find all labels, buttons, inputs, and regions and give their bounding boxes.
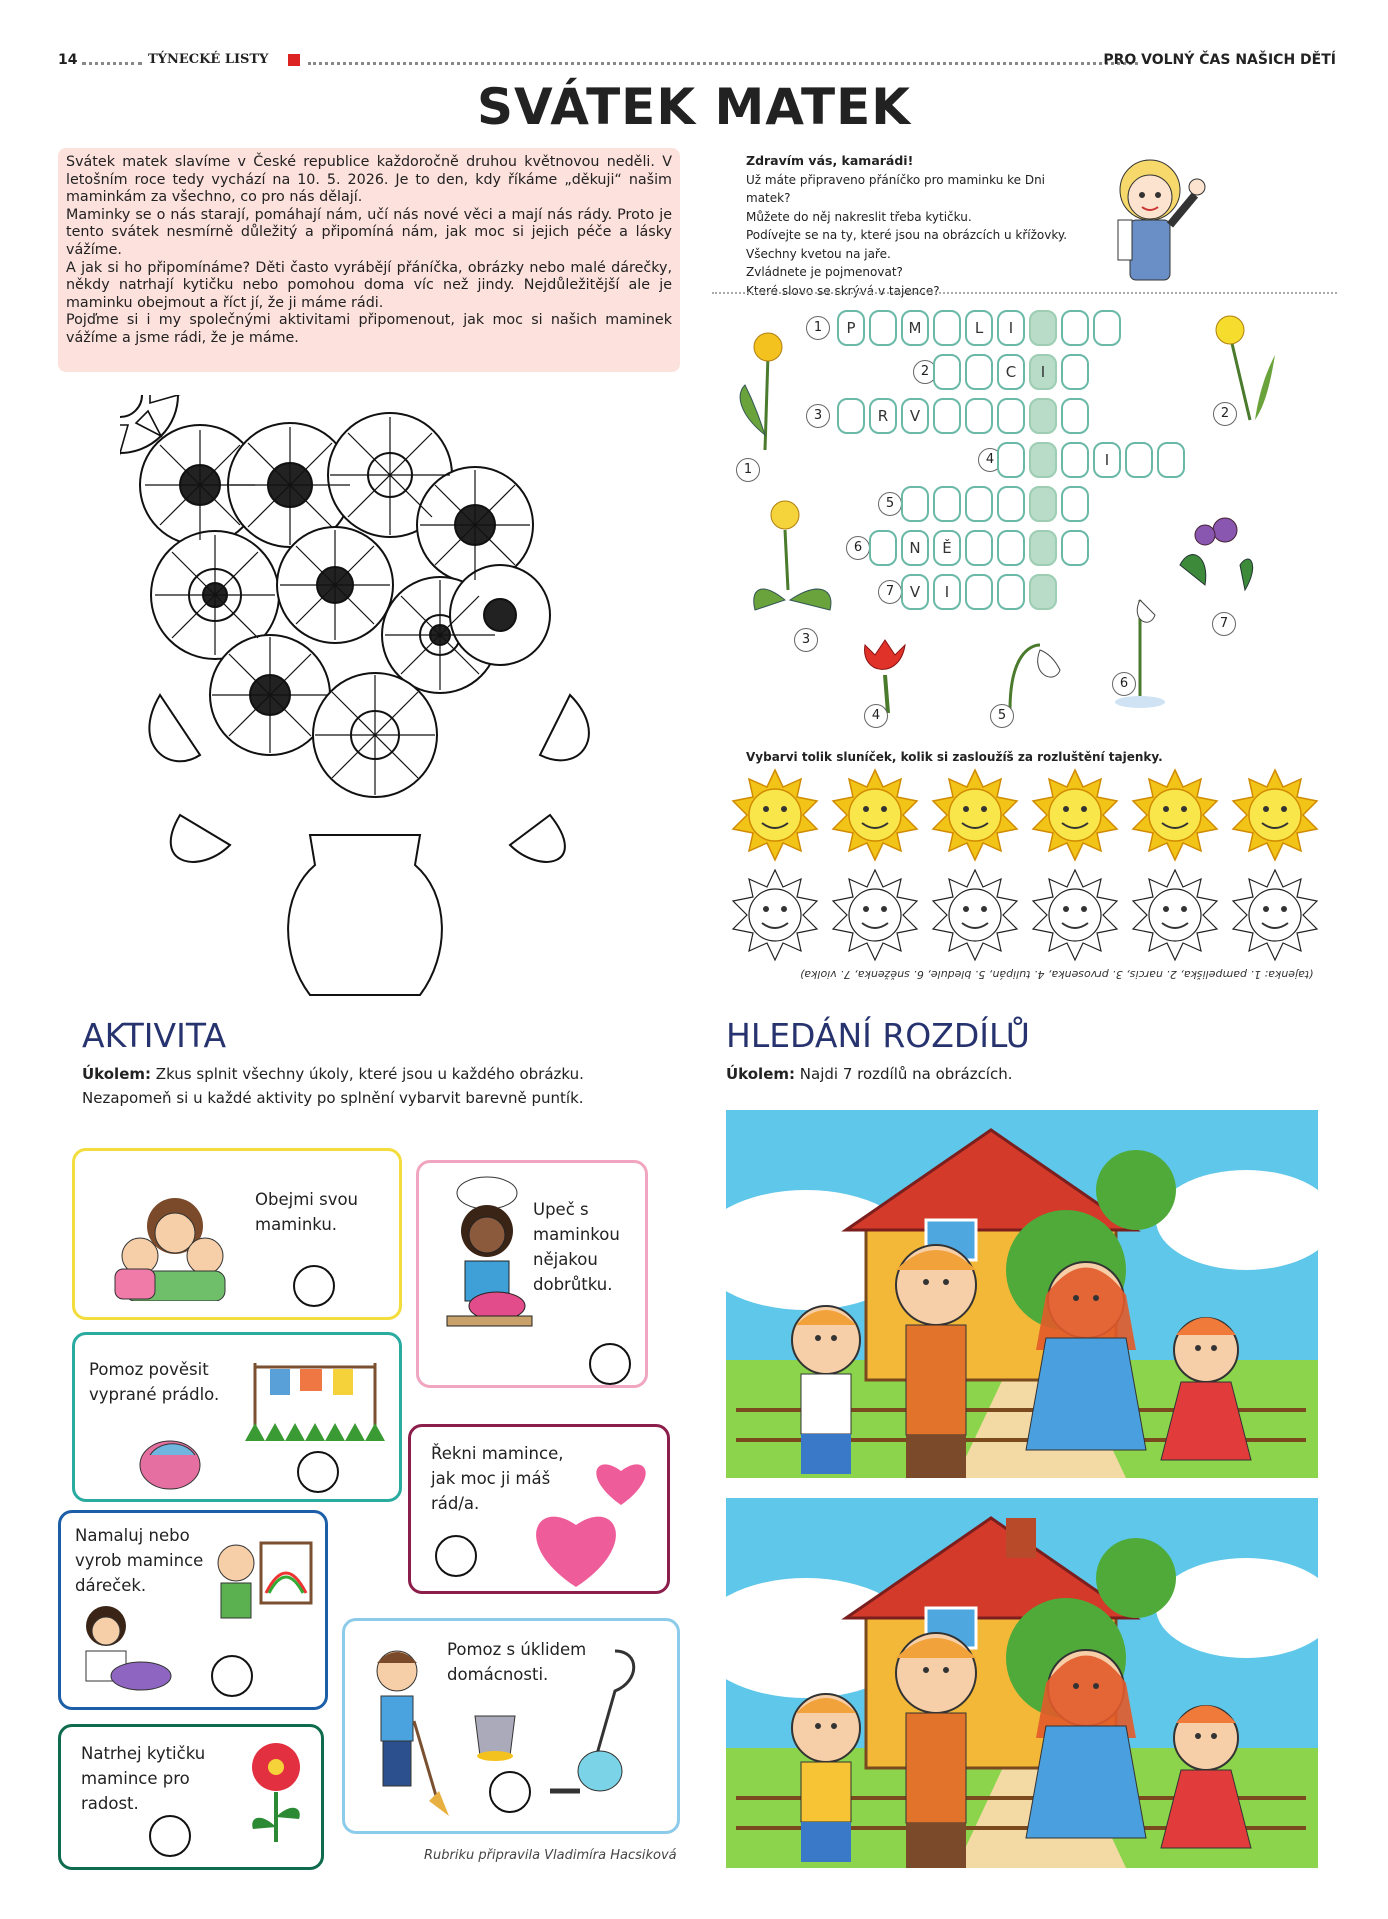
paper-logo-icon [288,54,300,66]
boy-sweeping-image [359,1641,449,1821]
crossword-cell[interactable] [901,486,929,522]
intro-box [58,148,680,372]
crossword-puzzle [700,300,1350,740]
crossword-cell[interactable] [869,310,897,346]
crossword-cell[interactable] [933,398,961,434]
crossword-cell[interactable]: L [965,310,993,346]
activity-title: AKTIVITA [82,1016,227,1055]
section-name: PRO VOLNÝ ČAS NAŠICH DĚTÍ [1103,52,1336,68]
header-rule [308,62,1138,65]
crossword-cell[interactable] [965,530,993,566]
card-text: Upeč s maminkou nějakou dobrůtku. [533,1200,620,1294]
intro-paragraph: Svátek matek slavíme v České republice každoročně druhou květnovou neděli. V letošním roce tedy vychází na 10. 5. 2026. Je to den, kdy říkáme „děkuji“ našim maminkám za všechno, co pro nás dělají. [66,154,672,206]
completion-dot[interactable] [211,1655,253,1697]
crossword-cell[interactable] [933,310,961,346]
crossword-cell[interactable]: C [997,354,1025,390]
row-number: 7 [878,580,902,604]
crafting-girl-image [71,1601,181,1701]
picture-number: 5 [990,704,1014,728]
differences-title: HLEDÁNÍ ROZDÍLŮ [726,1016,1030,1055]
completion-dot[interactable] [589,1343,631,1385]
crossword-cell[interactable] [1125,442,1153,478]
greeting-line: Které slovo se skrývá v tajence? [746,283,940,298]
differences-task [726,1062,1013,1086]
girl-waving-image [1100,155,1210,290]
activity-card-flower [58,1724,324,1870]
row-number: 4 [978,448,1002,472]
flower-icon [241,1737,311,1847]
bouquet-coloring-image [120,395,620,1015]
crossword-cell[interactable] [965,398,993,434]
completion-dot[interactable] [297,1451,339,1493]
crossword-cell[interactable] [997,574,1025,610]
greeting-line: Už máte připraveno přáníčko pro maminku ke Dni matek? [746,172,1046,205]
crossword-cell[interactable] [965,574,993,610]
crossword-cell[interactable]: R [869,398,897,434]
header-rule [82,62,142,65]
row-number: 1 [806,316,830,340]
girl-baking-image [437,1171,537,1341]
card-text: Namaluj nebo vyrob mamince dáreček. [75,1526,204,1595]
task-label: Úkolem: [82,1065,152,1083]
crossword-cell[interactable]: Ě [933,530,961,566]
crossword-cell[interactable] [1061,310,1089,346]
crossword-cell[interactable] [1061,354,1089,390]
row-number: 2 [913,360,937,384]
task-text: Najdi 7 rozdílů na obrázcích. [799,1065,1013,1083]
greeting-hello: Zdravím vás, kamarádi! [746,153,914,168]
crossword-cell[interactable]: N [901,530,929,566]
activity-card-cleaning [342,1618,680,1834]
crossword-secret-cell[interactable]: I [1029,354,1057,390]
greeting-line: Můžete do něj nakreslit třeba kytičku. [746,209,972,224]
completion-dot[interactable] [489,1771,531,1813]
crossword-cell[interactable]: I [1093,442,1121,478]
page-number: 14 [58,52,78,68]
crossword-cell[interactable] [933,354,961,390]
suns-grid [720,765,1340,965]
greeting-text [746,152,1086,300]
crossword-cell[interactable] [1093,310,1121,346]
crossword-cell[interactable] [1061,398,1089,434]
intro-paragraph: Maminky se o nás starají, pomáhají nám, učí nás nové věci a mají nás rády. Proto je tento svátek nesmírně důležitý a připomíná nám, jak moc si jejich péče a lásky vážíme. [66,206,672,258]
crossword-cell[interactable]: P [837,310,865,346]
crossword-cell[interactable]: V [901,398,929,434]
crossword-cell[interactable]: I [933,574,961,610]
task-text: Zkus splnit všechny úkoly, které jsou u každého obrázku. [155,1065,584,1083]
picture-number: 1 [736,458,760,482]
crossword-secret-cell[interactable] [1029,398,1057,434]
difference-picture-bottom [726,1498,1318,1868]
crossword-cell[interactable] [997,442,1025,478]
activity-card-gift [58,1510,328,1710]
heart-icon [526,1505,626,1591]
dandelion-image [730,325,800,455]
completion-dot[interactable] [293,1265,335,1307]
card-text: Obejmi svou maminku. [255,1190,359,1234]
task-text: Nezapomeň si u každé aktivity po splnění vybarvit barevně puntík. [82,1089,584,1107]
snowdrop-image [1105,590,1175,720]
crossword-cell[interactable] [869,530,897,566]
crossword-cell[interactable] [997,398,1025,434]
crossword-answer-upside-down: (tajenka: 1. pampeliška, 2. narcis, 3. prvosenka, 4. tulipán, 5. bledule, 6. sněženka, 7. violka) [800,968,1314,981]
crossword-cell[interactable]: M [901,310,929,346]
page-title: SVÁTEK MATEK [476,78,912,136]
activity-task [82,1062,642,1110]
crossword-cell[interactable] [837,398,865,434]
completion-dot[interactable] [149,1815,191,1857]
tulip-image [850,635,920,715]
picture-number: 2 [1213,402,1237,426]
crossword-cell[interactable] [1061,530,1089,566]
picture-number: 7 [1212,612,1236,636]
picture-number: 4 [864,704,888,728]
activity-card-bake [416,1160,648,1388]
crossword-cell[interactable] [997,486,1025,522]
crossword-cell[interactable] [1157,442,1185,478]
card-text: Řekni mamince, jak moc ji máš rád/a. [431,1444,564,1513]
task-label: Úkolem: [726,1065,796,1083]
vacuum-cleaner-image [545,1641,645,1801]
completion-dot[interactable] [435,1535,477,1577]
crossword-cell[interactable] [1061,442,1089,478]
suns-instruction: Vybarvi tolik sluníček, kolik si zasloužíš za rozluštění tajenky. [746,750,1163,764]
intro-paragraph: A jak si ho připomínáme? Děti často vyrábějí přáníčka, obrázky nebo malé dárečky, někdy natrhají kytičku nebo pomohou doma víc než jindy. Nejdůležitější ale je maminku obejmout a říct jí, že ji máme rádi. [66,259,672,311]
painting-boy-image [211,1533,321,1643]
small-heart-icon [591,1457,651,1509]
crossword-cell[interactable] [1061,486,1089,522]
bucket-image [465,1701,525,1761]
page-header [58,52,1336,72]
crossword-secret-cell[interactable] [1029,530,1057,566]
row-number: 3 [806,404,830,428]
card-text: Pomoz s úklidem domácnosti. [447,1640,587,1684]
row-number: 6 [846,536,870,560]
picture-number: 3 [794,628,818,652]
activity-card-tell [408,1424,670,1594]
laundry-basket-image [120,1425,210,1495]
greeting-line: Podívejte se na ty, které jsou na obrázcích u křížovky. [746,228,1068,242]
crossword-secret-cell[interactable] [1029,442,1057,478]
divider [712,292,1337,294]
card-text: Pomoz pověsit vyprané prádlo. [89,1360,220,1404]
crossword-cell[interactable]: V [901,574,929,610]
difference-picture-top [726,1110,1318,1478]
clothesline-image [245,1353,385,1443]
crossword-secret-cell[interactable] [1029,310,1057,346]
picture-number: 6 [1112,672,1136,696]
crossword-cell[interactable]: I [997,310,1025,346]
crossword-cell[interactable] [933,486,961,522]
activity-card-laundry [72,1332,402,1502]
card-text: Natrhej kytičku mamince pro radost. [81,1744,206,1813]
violet-image [1170,505,1260,615]
crossword-secret-cell[interactable] [1029,574,1057,610]
greeting-line: Zvládnete je pojmenovat? [746,265,903,279]
crossword-secret-cell[interactable] [1029,486,1057,522]
snowflake-flower-image [1000,635,1070,715]
paper-name: TÝNECKÉ LISTY [148,52,269,67]
activity-card-hug [72,1148,402,1320]
intro-paragraph: Pojďme si i my společnými aktivitami připomenout, jak moc si našich maminek vážíme a jsme rádi, že je máme. [66,312,672,346]
crossword-cell[interactable] [965,486,993,522]
credit: Rubriku připravila Vladimíra Hacsiková [424,1848,677,1863]
primrose-image [750,490,840,620]
greeting-line: Všechny kvetou na jaře. [746,246,891,261]
hugging-family-image [95,1191,245,1301]
crossword-cell[interactable] [965,354,993,390]
row-number: 5 [878,492,902,516]
crossword-cell[interactable] [997,530,1025,566]
